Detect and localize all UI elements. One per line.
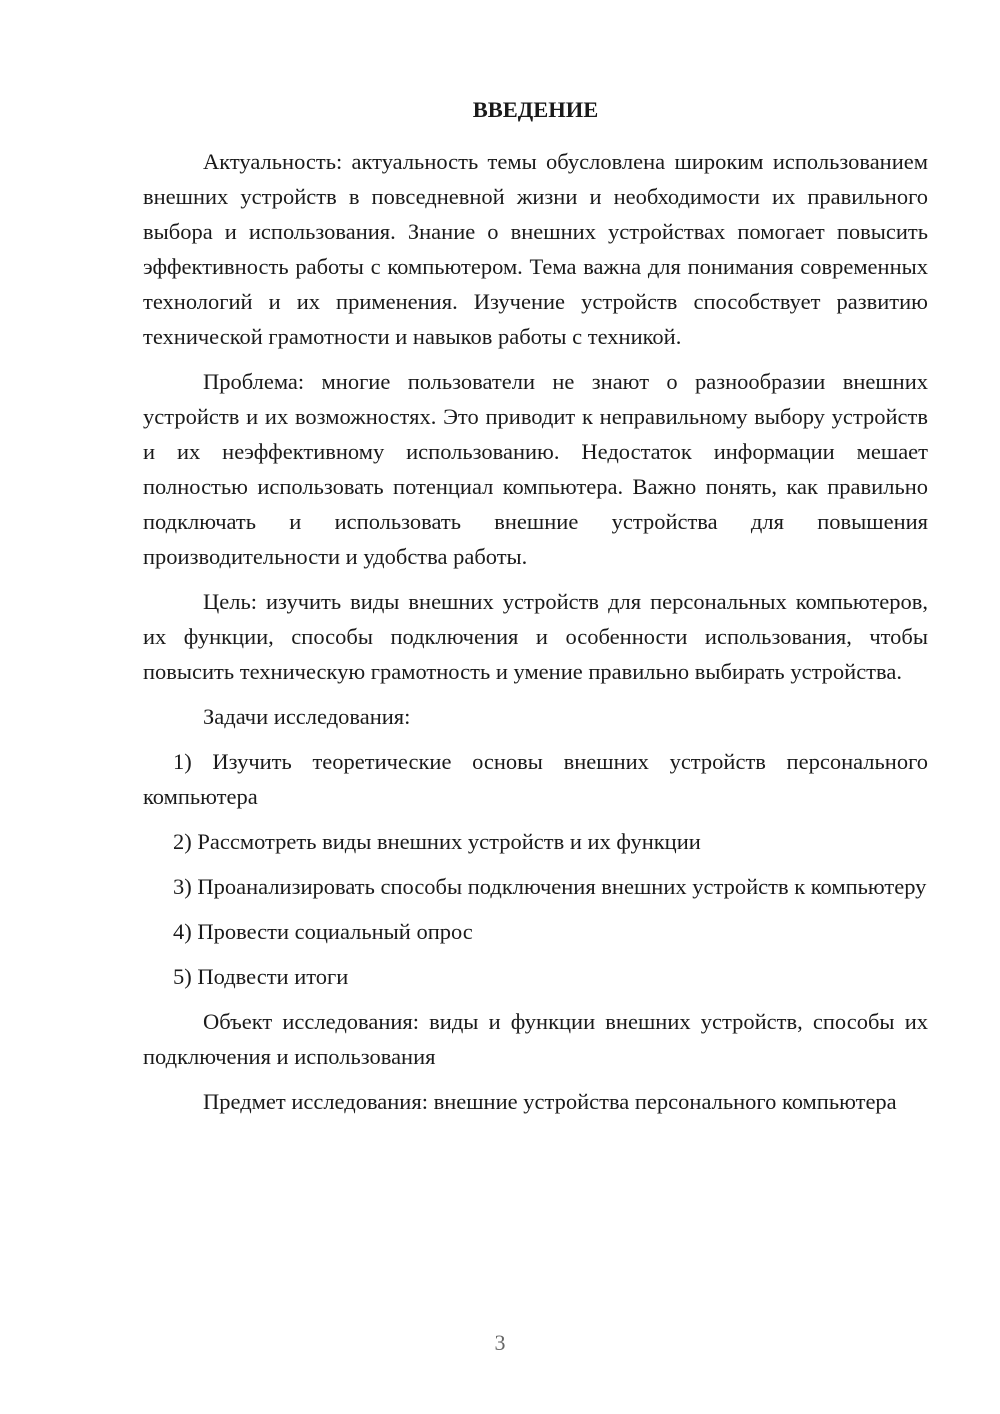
task-item-3: 3) Проанализировать способы подключения внешних устройств к компьютеру — [173, 874, 927, 899]
tasks-heading: Задачи исследования: — [203, 704, 411, 729]
paragraph-relevance: Актуальность: актуальность темы обусловлена широким использованием внешних устройств в повседневной жизни и необходимости их правильного выбора и использования. Знание о внешних устройствах помогает повысить эффективность работы с компьютером. Тема важна для понимания современных технологий и их применения. Изучение устройств способствует развитию технической грамотности и навыков работы с техникой. — [143, 149, 928, 349]
task-item-2: 2) Рассмотреть виды внешних устройств и их функции — [173, 829, 701, 854]
paragraph-object: Объект исследования: виды и функции внешних устройств, способы их подключения и использования — [143, 1009, 928, 1069]
task-item-4: 4) Провести социальный опрос — [173, 919, 473, 944]
section-heading: ВВЕДЕНИЕ — [472, 97, 599, 122]
paragraph-problem: Проблема: многие пользователи не знают о разнообразии внешних устройств и их возможностях. Это приводит к неправильному выбору устройств и их неэффективному использованию. Недостаток информации мешает полностью использовать потенциал компьютера. Важно понять, как правильно подключать и использовать внешние устройства для повышения производительности и удобства работы. — [143, 369, 928, 569]
document-page — [143, 92, 928, 1129]
paragraph-subject: Предмет исследования: внешние устройства персонального компьютера — [203, 1089, 897, 1114]
task-item-1: 1) Изучить теоретические основы внешних устройств персонального компьютера — [143, 749, 928, 809]
paragraph-goal: Цель: изучить виды внешних устройств для персональных компьютеров, их функции, способы подключения и особенности использования, чтобы повысить техническую грамотность и умение правильно выбирать устройства. — [143, 589, 928, 684]
page-number: 3 — [494, 1330, 506, 1355]
task-item-5: 5) Подвести итоги — [173, 964, 349, 989]
